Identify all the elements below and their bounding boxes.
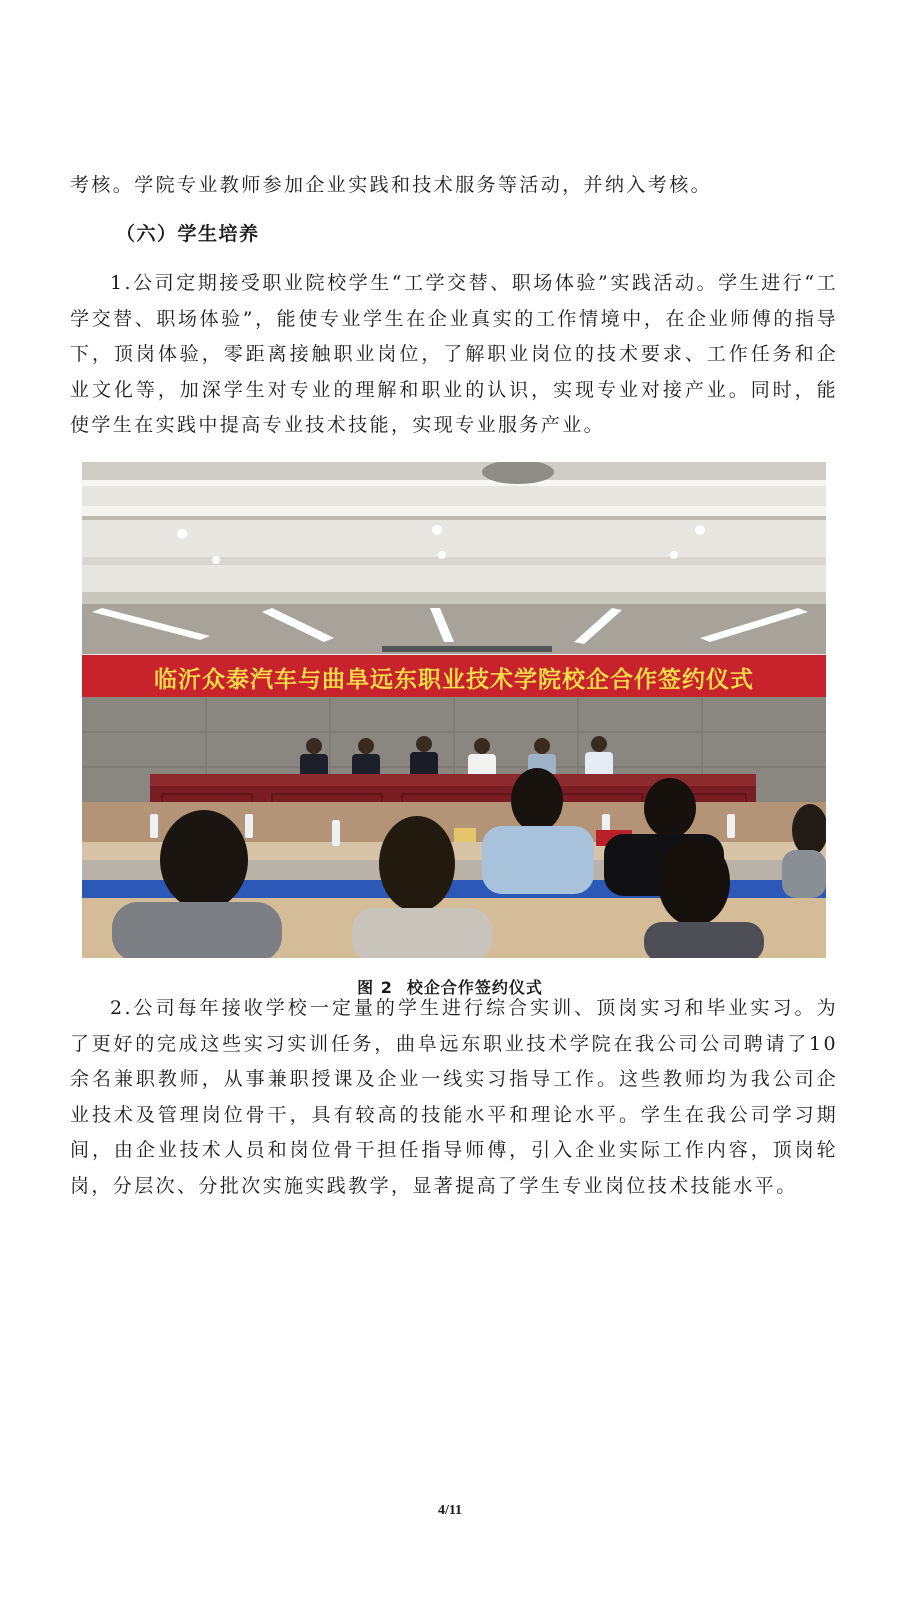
paragraph-continued: 考核。学院专业教师参加企业实践和技术服务等活动，并纳入考核。 xyxy=(70,174,713,196)
signing-ceremony-photo xyxy=(82,462,826,958)
paragraph-student-training-2: 2.公司每年接收学校一定量的学生进行综合实训、顶岗实习和毕业实习。为了更好的完成这些实习实训任务，曲阜远东职业技术学院在我公司公司聘请了10 余名兼职教师，从事兼职授课及企业一线实习指导工作。这些教师均为我公司企业技术及管理岗位骨干，具有较高的技能水平和理论水平。学生在我公司学习期间，由企业技术人员和岗位骨干担任指导师傅，引入企业实际工作内容，顶岗轮岗，分层次、分批次实施实践教学，显著提高了学生专业岗位技术技能水平。 xyxy=(70,997,838,1197)
section-heading: （六）学生培养 xyxy=(116,223,260,245)
banner-text: 临沂众泰汽车与曲阜远东职业技术学院校企合作签约仪式 xyxy=(154,667,754,693)
figure-caption-text: 校企合作签约仪式 xyxy=(406,978,543,997)
page-number: 4/11 xyxy=(437,1503,463,1518)
paragraph-student-training-1: 1.公司定期接受职业院校学生“工学交替、职场体验”实践活动。学生进行“工学交替、职场体验”，能使专业学生在企业真实的工作情境中，在企业师傅的指导下，顶岗体验，零距离接触职业岗位，了解职业岗位的技术要求、工作任务和企业文化等，加深学生对专业的理解和职业的认识，实现专业对接产业。同时，能使学生在实践中提高专业技术技能，实现专业服务产业。 xyxy=(70,272,838,436)
figure-number: 图 2 xyxy=(357,978,393,997)
